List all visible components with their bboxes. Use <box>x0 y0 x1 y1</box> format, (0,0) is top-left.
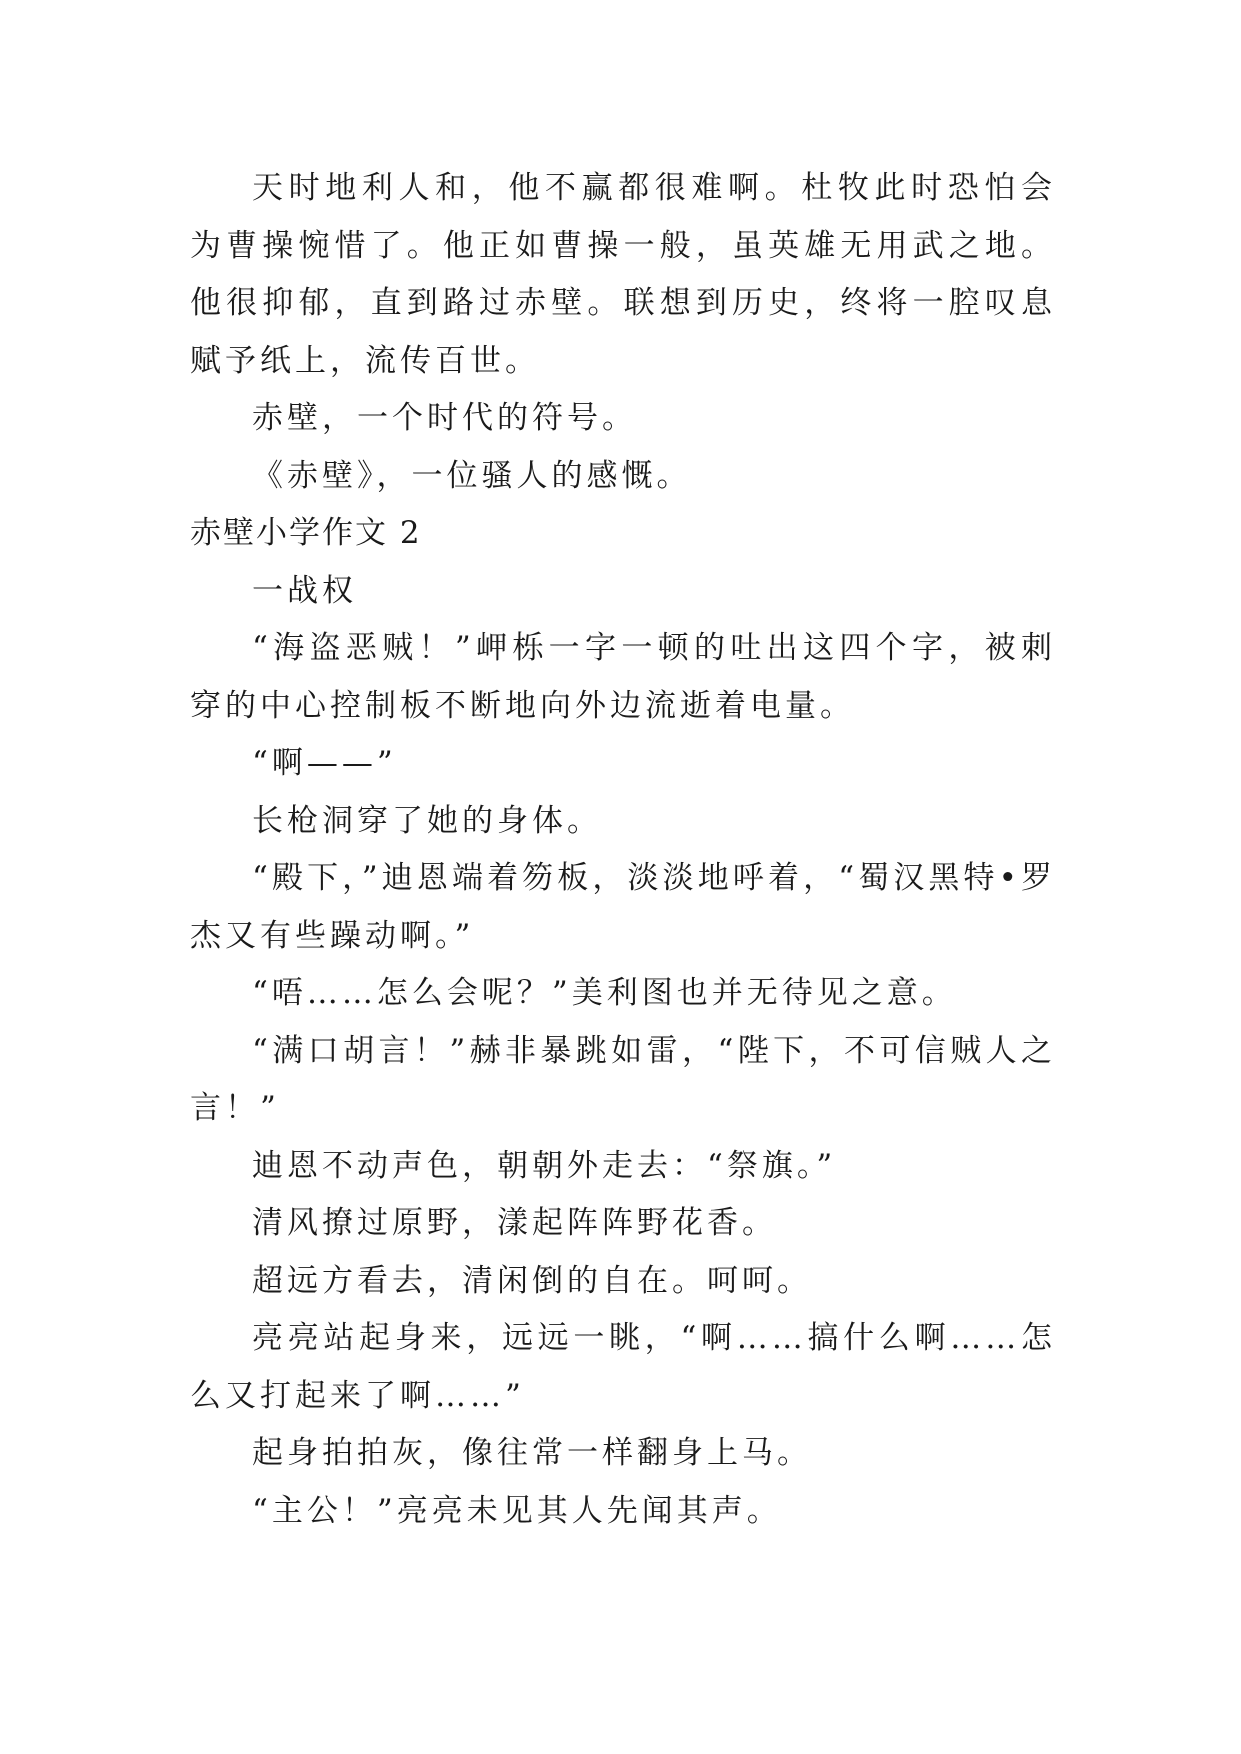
paragraph: “唔……怎么会呢？”美利图也并无待见之意。 <box>252 975 957 1011</box>
paragraph: 《赤壁》，一位骚人的感慨。 <box>252 457 692 494</box>
paragraph: “海盗恶贼！”岬栎一字一顿的吐出这四个字，被刺穿的中心控制板不断地向外边流逝着电量。 <box>190 630 1056 724</box>
paragraph: “殿下，”迪恩端着笏板，淡淡地呼着，“蜀汉黑特•罗杰又有些躁动啊。” <box>190 860 1056 954</box>
paragraph: 超远方看去，清闲倒的自在。呵呵。 <box>252 1262 812 1299</box>
paragraph: “满口胡言！”赫非暴跳如雷，“陛下，不可信贼人之言！” <box>190 1032 1056 1126</box>
document-page <box>190 160 1056 1540</box>
section-heading: 赤壁小学作文 2 <box>190 515 422 551</box>
paragraph: 赤壁，一个时代的符号。 <box>252 400 637 436</box>
paragraph: 迪恩不动声色，朝朝外走去：“祭旗。” <box>252 1147 837 1184</box>
paragraph: 长枪洞穿了她的身体。 <box>252 802 602 839</box>
paragraph: 起身拍拍灰，像往常一样翻身上马。 <box>252 1435 812 1471</box>
paragraph: 天时地利人和，他不赢都很难啊。杜牧此时恐怕会为曹操惋惜了。他正如曹操一般，虽英雄无用武之地。他很抑郁，直到路过赤壁。联想到历史，终将一腔叹息赋予纸上，流传百世。 <box>190 170 1056 379</box>
paragraph: 清风撩过原野，漾起阵阵野花香。 <box>252 1205 777 1241</box>
paragraph: “啊——” <box>252 745 397 781</box>
paragraph: 亮亮站起身来，远远一眺，“啊……搞什么啊……怎么又打起来了啊……” <box>190 1320 1056 1414</box>
paragraph: “主公！”亮亮未见其人先闻其声。 <box>252 1492 782 1529</box>
paragraph: 一战权 <box>252 572 357 609</box>
